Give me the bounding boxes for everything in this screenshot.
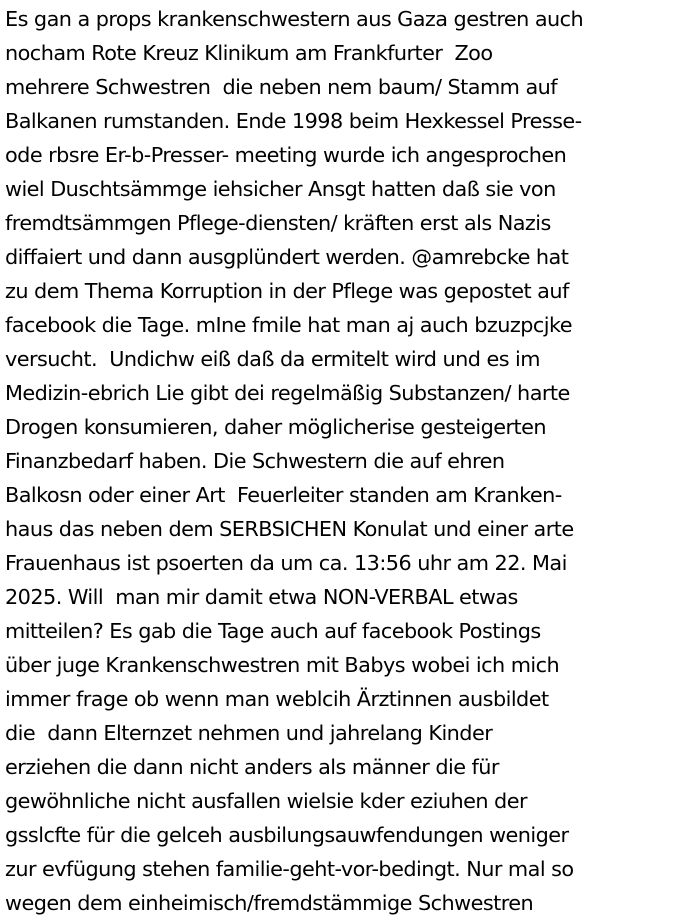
text-line: mehrere Schwestren die neben nem baum/ Stamm auf bbox=[5, 75, 558, 99]
text-line: die dann Elternzet nehmen und jahrelang Kinder bbox=[5, 721, 493, 745]
text-line: haus das neben dem SERBSICHEN Konulat und einer arte bbox=[5, 517, 574, 541]
text-line: Drogen konsumieren, daher möglicherise gesteigerten bbox=[5, 415, 546, 439]
text-line: Balkanen rumstanden. Ende 1998 beim Hexkessel Presse- bbox=[5, 109, 582, 133]
text-line: 2025. Will man mir damit etwa NON-VERBAL etwas bbox=[5, 585, 518, 609]
text-line: über juge Krankenschwestren mit Babys wobei ich mich bbox=[5, 653, 560, 677]
text-line: zur evfügung stehen familie-geht-vor-bedingt. Nur mal so bbox=[5, 857, 574, 881]
text-line: Finanzbedarf haben. Die Schwestern die auf ehren bbox=[5, 449, 505, 473]
text-line: versucht. Undichw eiß daß da ermitelt wird und es im bbox=[5, 347, 540, 371]
text-line: zu dem Thema Korruption in der Pflege was gepostet auf bbox=[5, 279, 569, 303]
text-line: nocham Rote Kreuz Klinikum am Frankfurter Zoo bbox=[5, 41, 493, 65]
text-line: wiel Duschtsämmge iehsicher Ansgt hatten daß sie von bbox=[5, 177, 556, 201]
text-line: mitteilen? Es gab die Tage auch auf facebook Postings bbox=[5, 619, 541, 643]
text-line: fremdtsämmgen Pflege-diensten/ kräften erst als Nazis bbox=[5, 211, 551, 235]
text-line: diffaiert und dann ausgplündert werden. @amrebcke hat bbox=[5, 245, 569, 269]
text-line: ode rbsre Er-b-Presser- meeting wurde ich angesprochen bbox=[5, 143, 567, 167]
text-line: wegen dem einheimisch/fremdstämmige Schwestren bbox=[5, 891, 534, 915]
text-line: facebook die Tage. mIne fmile hat man aj auch bzuzpcjke bbox=[5, 313, 572, 337]
text-line: gewöhnliche nicht ausfallen wielsie kder eziuhen der bbox=[5, 789, 527, 813]
text-line: Balkosn oder einer Art Feuerleiter standen am Kranken- bbox=[5, 483, 562, 507]
text-line: Medizin-ebrich Lie gibt dei regelmäßig Substanzen/ harte bbox=[5, 381, 570, 405]
text-line: erziehen die dann nicht anders als männer die für bbox=[5, 755, 499, 779]
text-line: Frauenhaus ist psoerten da um ca. 13:56 uhr am 22. Mai bbox=[5, 551, 567, 575]
document-text bbox=[5, 2, 681, 920]
text-line: Es gan a props krankenschwestern aus Gaza gestren auch bbox=[5, 7, 584, 31]
text-line: gsslcfte für die gelceh ausbilungsauwfendungen weniger bbox=[5, 823, 569, 847]
text-line: immer frage ob wenn man weblcih Ärztinnen ausbildet bbox=[5, 687, 549, 711]
